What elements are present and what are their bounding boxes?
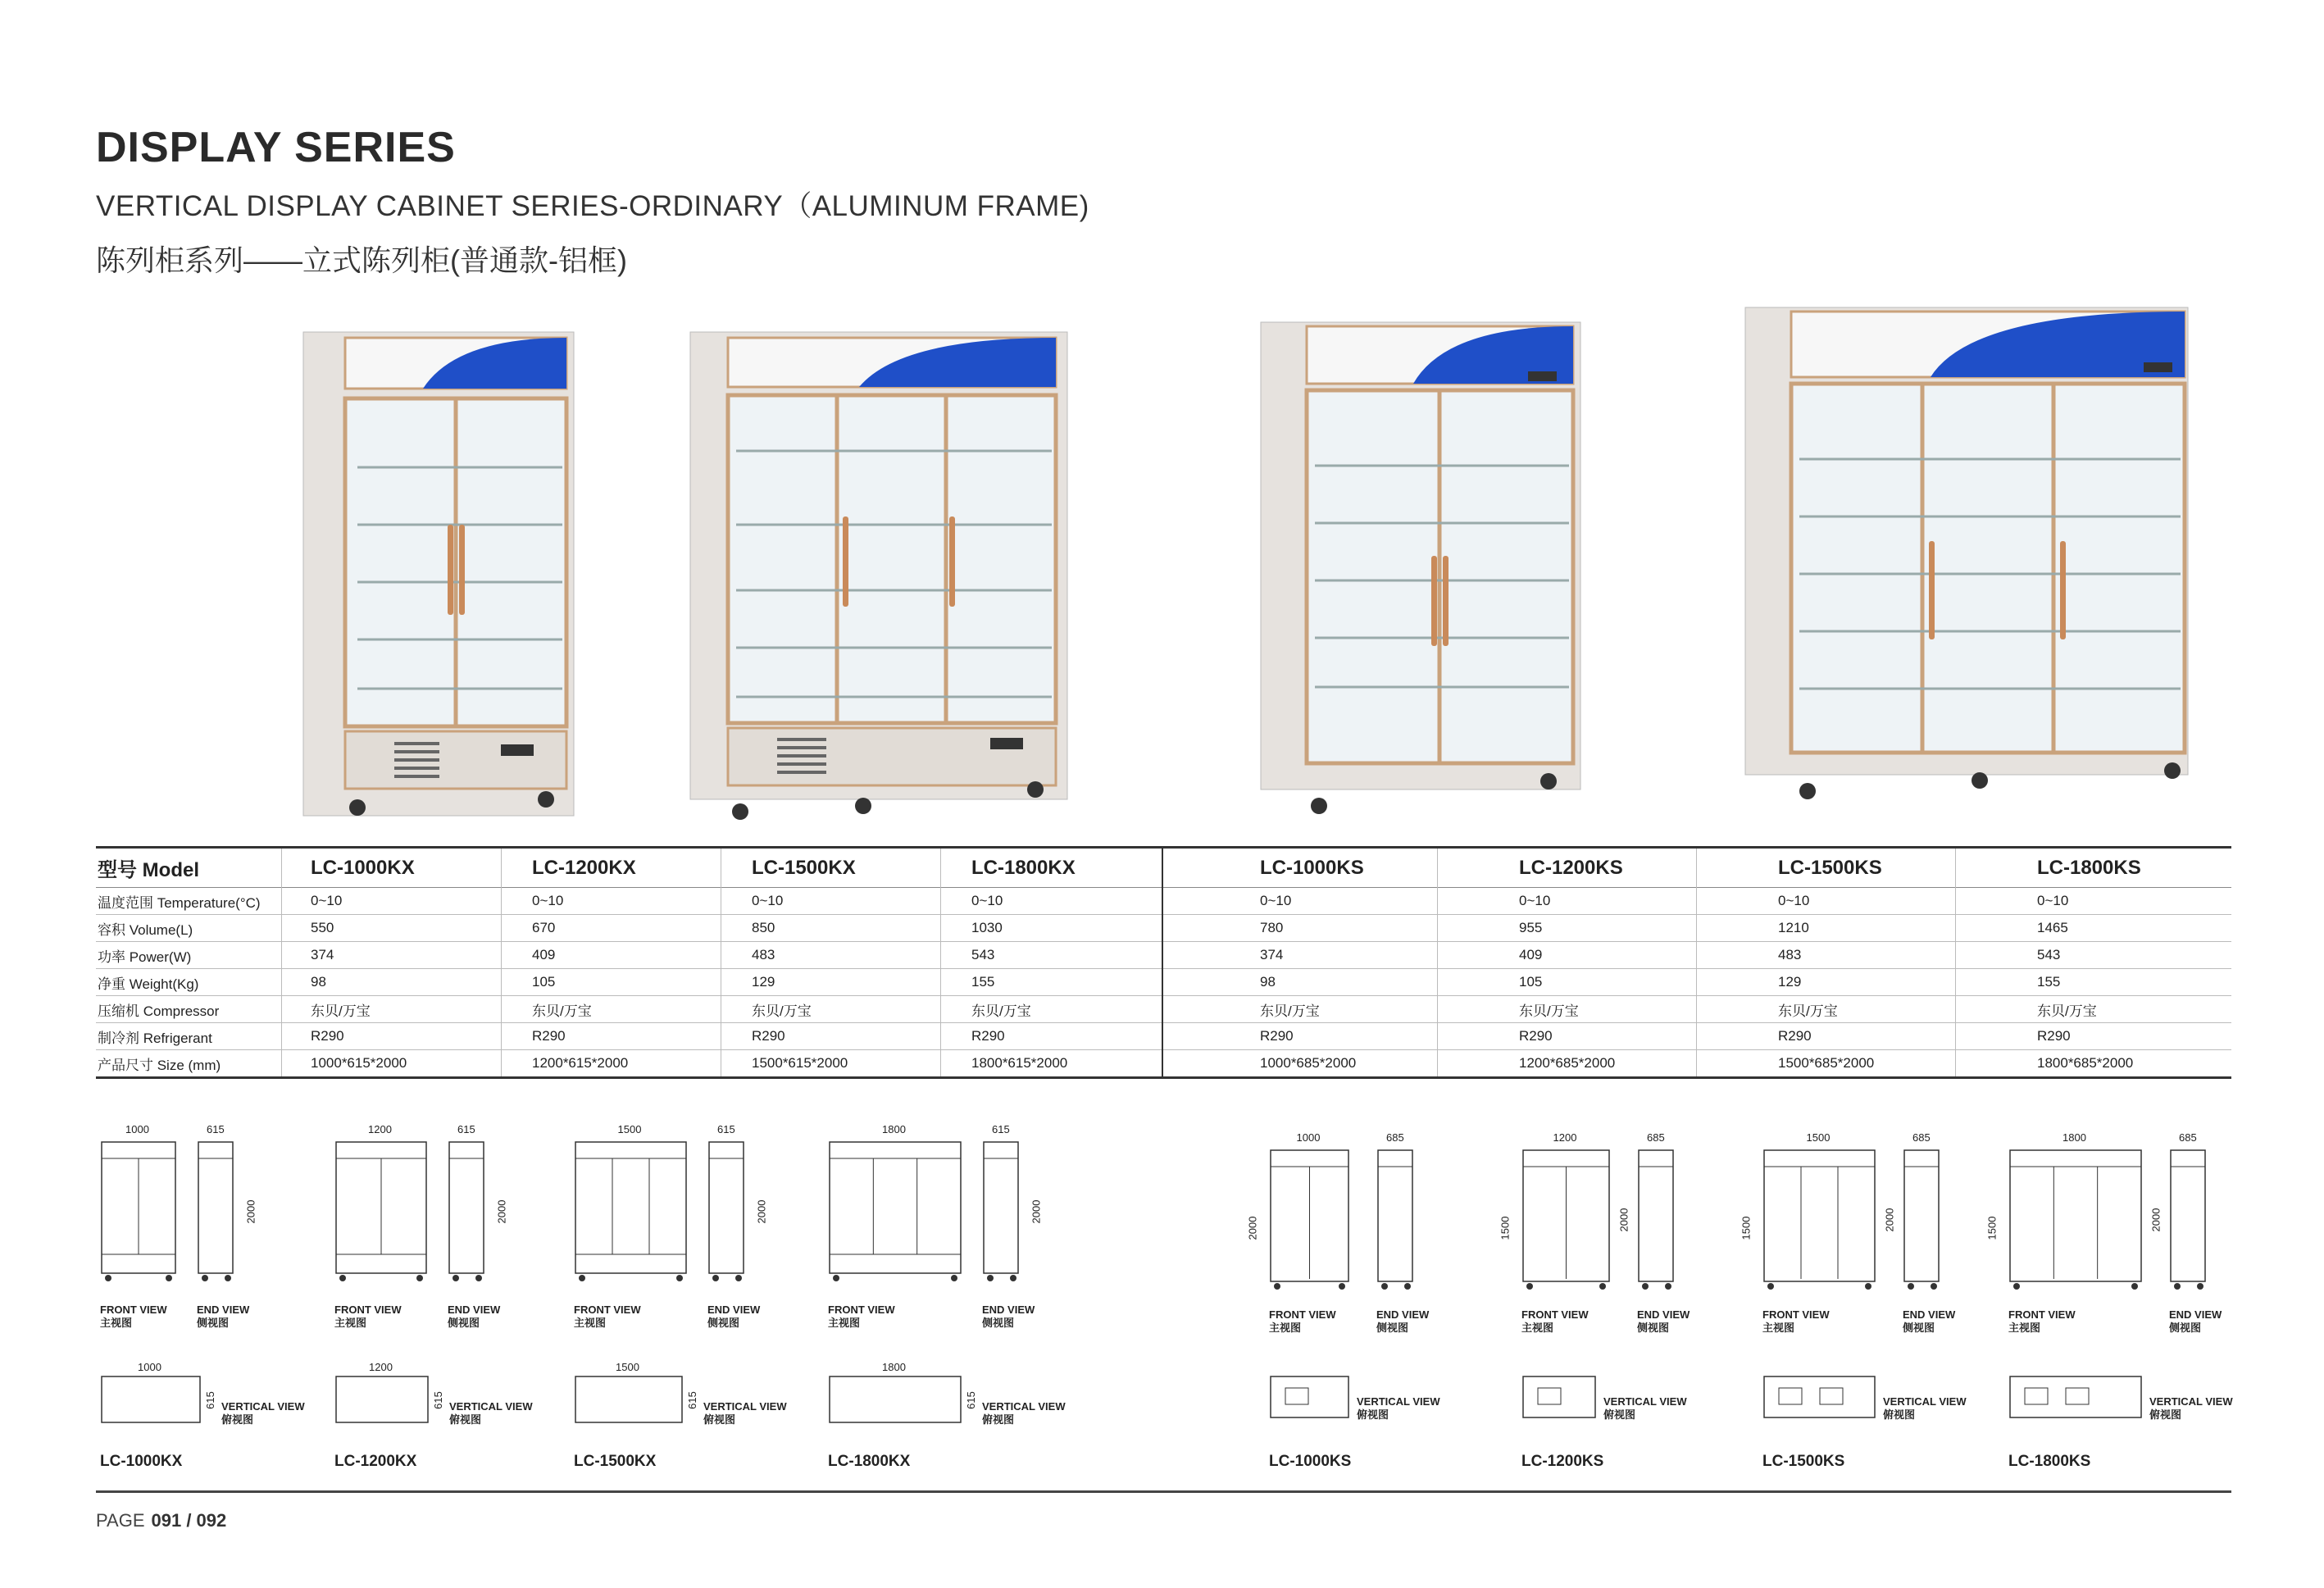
drawing-label: 2000 [495, 1199, 508, 1224]
drawing-label: 1000 [138, 1361, 161, 1373]
drawing-label: 俯视图 [449, 1413, 482, 1426]
table-cell: 955 [1519, 920, 1543, 935]
drawing-label: END VIEW [707, 1304, 761, 1316]
drawing-label: 主视图 [828, 1317, 861, 1329]
drawing-label: VERTICAL VIEW [2149, 1395, 2233, 1408]
drawing-label: 1800 [882, 1123, 906, 1135]
drawing-label: 侧视图 [1637, 1322, 1670, 1334]
drawing-label: FRONT VIEW [2008, 1308, 2076, 1321]
drawing-label: 主视图 [100, 1317, 133, 1329]
drawing-label: 1500 [617, 1123, 642, 1135]
drawing-label: VERTICAL VIEW [1603, 1395, 1687, 1408]
table-row [96, 888, 2231, 915]
drawing-label: 1200 [368, 1123, 392, 1135]
drawing-label: 侧视图 [1903, 1322, 1935, 1334]
drawing-label: 侧视图 [1376, 1322, 1409, 1334]
table-cell: 155 [971, 974, 995, 990]
table-cell: R290 [1260, 1028, 1294, 1044]
drawing-label: 615 [203, 1391, 216, 1409]
drawing-label: 1500 [1985, 1216, 1999, 1240]
table-cell: 1000*615*2000 [311, 1055, 407, 1071]
drawing-label: 侧视图 [707, 1317, 740, 1329]
fridge-image-lc-1000kx [300, 328, 579, 836]
drawing-label: 俯视图 [982, 1413, 1015, 1426]
vertical-view-drawing [828, 1373, 962, 1426]
column-divider [940, 849, 941, 1076]
drawing-label: 615 [685, 1391, 698, 1409]
table-cell: 1200*685*2000 [1519, 1055, 1616, 1071]
drawing-label: 俯视图 [1603, 1408, 1636, 1421]
table-cell: 东贝/万宝 [1778, 1003, 1838, 1019]
drawing-label: 侧视图 [197, 1317, 230, 1329]
drawing-label: 615 [431, 1391, 444, 1409]
table-row [96, 996, 2231, 1023]
drawing-label: 2000 [1030, 1199, 1043, 1224]
drawing-label: 主视图 [1762, 1322, 1795, 1334]
table-cell: 129 [1778, 974, 1802, 990]
fridge-image-lc-1200kx [687, 328, 1072, 820]
model-column-header: LC-1200KX [532, 856, 636, 879]
drawing-label: 主视图 [1269, 1322, 1302, 1334]
drawing-label: FRONT VIEW [828, 1304, 895, 1316]
front-view-drawing [2008, 1144, 2143, 1299]
drawing-label: 615 [457, 1123, 475, 1135]
model-column-header: LC-1500KS [1778, 856, 1882, 879]
vertical-view-drawing [1762, 1373, 1876, 1421]
page-subtitle-chinese: 陈列柜系列——立式陈列柜(普通款-铝框) [96, 243, 627, 277]
page-footer [96, 1510, 226, 1531]
front-view-drawing [1521, 1144, 1611, 1299]
drawing-model-label: LC-1800KX [828, 1453, 911, 1470]
drawing-label: 1500 [1740, 1216, 1753, 1240]
table-cell: 543 [971, 947, 995, 962]
table-cell: 0~10 [971, 893, 1003, 908]
front-view-drawing [828, 1135, 962, 1291]
table-cell: 0~10 [1778, 893, 1810, 908]
table-cell: 东贝/万宝 [532, 1003, 592, 1019]
drawing-label: 615 [717, 1123, 735, 1135]
table-cell: 155 [2037, 974, 2061, 990]
drawing-label: END VIEW [1637, 1308, 1690, 1321]
front-view-drawing [334, 1135, 428, 1291]
drawing-label: 2000 [1246, 1216, 1259, 1240]
drawing-label: FRONT VIEW [1762, 1308, 1830, 1321]
table-row [96, 969, 2231, 996]
drawing-label: 主视图 [334, 1317, 367, 1329]
front-view-drawing [574, 1135, 688, 1291]
table-cell: 98 [311, 974, 326, 990]
model-column-header: LC-1800KS [2037, 856, 2141, 879]
end-view-drawing [707, 1135, 747, 1291]
drawing-label: 主视图 [1521, 1322, 1554, 1334]
end-view-drawing [2169, 1144, 2208, 1299]
drawing-label: 685 [1912, 1131, 1931, 1144]
drawing-label: 1500 [1806, 1131, 1831, 1144]
table-cell: 670 [532, 920, 556, 935]
drawing-model-label: LC-1000KX [100, 1453, 183, 1470]
drawing-label: 俯视图 [1357, 1408, 1389, 1421]
drawing-label: 1200 [1553, 1131, 1577, 1144]
table-cell: 东贝/万宝 [1519, 1003, 1579, 1019]
end-view-drawing [448, 1135, 487, 1291]
drawing-label: 2000 [1617, 1208, 1630, 1232]
drawing-label: 侧视图 [448, 1317, 480, 1329]
table-cell: 1500*685*2000 [1778, 1055, 1875, 1071]
drawing-label: FRONT VIEW [1521, 1308, 1589, 1321]
table-cell: 东贝/万宝 [311, 1003, 371, 1019]
table-cell: 东贝/万宝 [971, 1003, 1031, 1019]
table-row [96, 1050, 2231, 1077]
drawing-label: 2000 [755, 1199, 768, 1224]
drawing-label: VERTICAL VIEW [1883, 1395, 1967, 1408]
row-label: 压缩机 Compressor [98, 1003, 220, 1019]
table-cell: 1210 [1778, 920, 1809, 935]
drawing-model-label: LC-1200KX [334, 1453, 417, 1470]
front-view-drawing [100, 1135, 177, 1291]
drawing-label: 1800 [2062, 1131, 2086, 1144]
specification-table [96, 846, 2231, 1079]
end-view-drawing [197, 1135, 236, 1291]
drawing-label: 615 [992, 1123, 1010, 1135]
drawing-label: 俯视图 [703, 1413, 736, 1426]
table-cell: 1030 [971, 920, 1003, 935]
table-cell: 0~10 [1519, 893, 1551, 908]
table-cell: R290 [532, 1028, 566, 1044]
drawing-label: 1800 [882, 1361, 906, 1373]
drawing-label: 1500 [1499, 1216, 1512, 1240]
drawing-model-label: LC-1500KS [1762, 1453, 1845, 1470]
drawing-label: VERTICAL VIEW [1357, 1395, 1440, 1408]
table-cell: 98 [1260, 974, 1276, 990]
column-divider [501, 849, 502, 1076]
table-cell: 105 [532, 974, 556, 990]
end-view-drawing [1637, 1144, 1676, 1299]
model-column-header: LC-1000KS [1260, 856, 1364, 879]
table-cell: R290 [971, 1028, 1005, 1044]
table-cell: R290 [1519, 1028, 1553, 1044]
row-label: 产品尺寸 Size (mm) [98, 1057, 221, 1073]
drawing-label: VERTICAL VIEW [221, 1400, 305, 1413]
table-cell: 东贝/万宝 [1260, 1003, 1320, 1019]
drawing-label: VERTICAL VIEW [982, 1400, 1066, 1413]
row-label: 温度范围 Temperature(°C) [98, 894, 261, 911]
drawing-label: 1000 [1296, 1131, 1321, 1144]
drawing-label: END VIEW [197, 1304, 250, 1316]
row-label: 功率 Power(W) [98, 949, 192, 965]
drawing-label: 615 [964, 1391, 977, 1409]
front-view-drawing [1269, 1144, 1350, 1299]
table-cell: 1800*685*2000 [2037, 1055, 2134, 1071]
table-cell: 409 [532, 947, 556, 962]
vertical-view-drawing [334, 1373, 430, 1426]
drawing-label: 1500 [616, 1361, 639, 1373]
table-row [96, 915, 2231, 942]
table-header-label: 型号 Model [98, 859, 199, 881]
page-title: DISPLAY SERIES [96, 124, 456, 171]
drawing-label: END VIEW [982, 1304, 1035, 1316]
front-view-drawing [1762, 1144, 1876, 1299]
page-label: PAGE [96, 1510, 145, 1531]
table-cell: 1000*685*2000 [1260, 1055, 1357, 1071]
drawing-label: 685 [2179, 1131, 2197, 1144]
row-label: 容积 Volume(L) [98, 921, 193, 938]
column-divider [1162, 849, 1163, 1076]
drawing-label: 1000 [125, 1123, 149, 1135]
table-cell: 0~10 [752, 893, 784, 908]
drawing-label: 2000 [2149, 1208, 2163, 1232]
model-column-header: LC-1000KX [311, 856, 415, 879]
table-cell: 409 [1519, 947, 1543, 962]
vertical-view-drawing [1521, 1373, 1597, 1421]
table-cell: 850 [752, 920, 775, 935]
drawing-model-label: LC-1200KS [1521, 1453, 1604, 1470]
table-header-row [96, 849, 2231, 888]
table-cell: 374 [311, 947, 334, 962]
drawing-label: 2000 [244, 1199, 257, 1224]
drawing-label: FRONT VIEW [100, 1304, 167, 1316]
drawing-label: 俯视图 [221, 1413, 254, 1426]
drawing-label: 2000 [1883, 1208, 1896, 1232]
table-cell: 550 [311, 920, 334, 935]
drawing-label: FRONT VIEW [574, 1304, 641, 1316]
drawing-label: 685 [1647, 1131, 1665, 1144]
table-row [96, 942, 2231, 969]
vertical-view-drawing [100, 1373, 202, 1426]
drawing-label: 侧视图 [982, 1317, 1015, 1329]
drawing-label: VERTICAL VIEW [449, 1400, 533, 1413]
drawing-label: END VIEW [2169, 1308, 2222, 1321]
column-divider [281, 849, 282, 1076]
table-cell: 0~10 [532, 893, 564, 908]
page-number: 091 / 092 [151, 1510, 227, 1531]
table-cell: 483 [752, 947, 775, 962]
drawing-label: 615 [207, 1123, 225, 1135]
drawing-label: 1200 [369, 1361, 393, 1373]
table-cell: R290 [1778, 1028, 1812, 1044]
drawing-label: 685 [1386, 1131, 1404, 1144]
table-cell: 1465 [2037, 920, 2068, 935]
table-cell: 0~10 [2037, 893, 2069, 908]
row-label: 制冷剂 Refrigerant [98, 1030, 212, 1046]
drawing-label: 主视图 [2008, 1322, 2041, 1334]
fridge-image-lc-1000ks [1258, 318, 1585, 818]
end-view-drawing [1903, 1144, 1942, 1299]
table-cell: 129 [752, 974, 775, 990]
drawing-model-label: LC-1800KS [2008, 1453, 2091, 1470]
table-cell: 543 [2037, 947, 2061, 962]
model-column-header: LC-1800KX [971, 856, 1076, 879]
table-cell: 东贝/万宝 [752, 1003, 812, 1019]
table-cell: 0~10 [311, 893, 343, 908]
table-cell: 105 [1519, 974, 1543, 990]
drawing-model-label: LC-1500KX [574, 1453, 657, 1470]
footer-rule [96, 1490, 2231, 1493]
table-cell: 374 [1260, 947, 1284, 962]
drawing-label: END VIEW [448, 1304, 501, 1316]
drawing-label: VERTICAL VIEW [703, 1400, 787, 1413]
table-cell: 483 [1778, 947, 1802, 962]
table-cell: 780 [1260, 920, 1284, 935]
table-cell: 1200*615*2000 [532, 1055, 629, 1071]
table-cell: 0~10 [1260, 893, 1292, 908]
model-column-header: LC-1500KX [752, 856, 856, 879]
table-bottom-rule [96, 1076, 2231, 1079]
drawing-label: 侧视图 [2169, 1322, 2202, 1334]
table-cell: 东贝/万宝 [2037, 1003, 2097, 1019]
drawing-label: 俯视图 [2149, 1408, 2182, 1421]
drawing-label: 主视图 [574, 1317, 607, 1329]
table-cell: R290 [311, 1028, 344, 1044]
end-view-drawing [982, 1135, 1021, 1291]
drawing-label: 俯视图 [1883, 1408, 1916, 1421]
vertical-view-drawing [2008, 1373, 2143, 1421]
table-cell: 1800*615*2000 [971, 1055, 1068, 1071]
drawing-label: END VIEW [1376, 1308, 1430, 1321]
drawing-label: FRONT VIEW [1269, 1308, 1336, 1321]
column-divider [1437, 849, 1438, 1076]
page-subtitle: VERTICAL DISPLAY CABINET SERIES-ORDINARY（ALUMINUM FRAME) [96, 190, 1089, 222]
row-label: 净重 Weight(Kg) [98, 976, 199, 992]
vertical-view-drawing [574, 1373, 684, 1426]
column-divider [1696, 849, 1697, 1076]
end-view-drawing [1376, 1144, 1416, 1299]
model-column-header: LC-1200KS [1519, 856, 1623, 879]
vertical-view-drawing [1269, 1373, 1350, 1421]
table-cell: R290 [2037, 1028, 2071, 1044]
table-cell: R290 [752, 1028, 785, 1044]
drawing-label: FRONT VIEW [334, 1304, 402, 1316]
table-cell: 1500*615*2000 [752, 1055, 848, 1071]
column-divider [1955, 849, 1956, 1076]
drawing-label: END VIEW [1903, 1308, 1956, 1321]
fridge-image-lc-1500ks [1742, 303, 2193, 803]
table-row [96, 1023, 2231, 1050]
drawing-model-label: LC-1000KS [1269, 1453, 1352, 1470]
